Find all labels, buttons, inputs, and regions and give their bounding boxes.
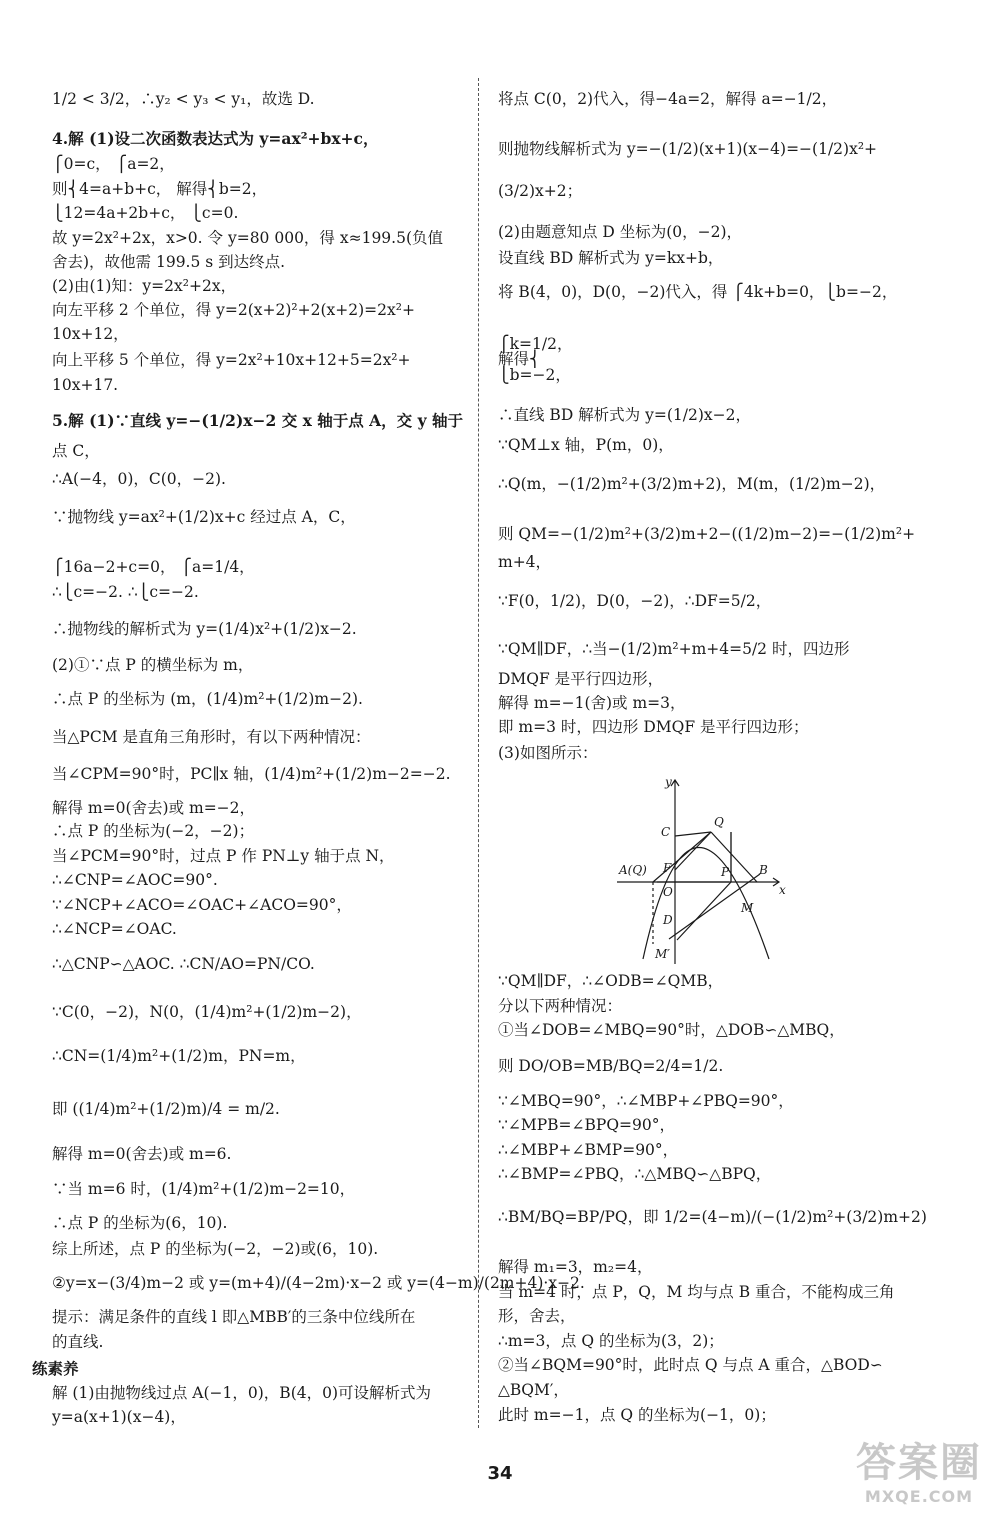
text-line: 向上平移 5 个单位，得 y=2x²+10x+12+5=2x²+	[52, 351, 411, 369]
text-line: ①当∠DOB=∠MBQ=90°时，△DOB∽△MBQ，	[498, 1021, 845, 1039]
text-line: 则 DO/OB=MB/BQ=2/4=1/2.	[498, 1057, 724, 1075]
text-line: △BQM′，	[498, 1381, 569, 1399]
text-line: 4.解 (1)设二次函数表达式为 y=ax²+bx+c，	[52, 129, 379, 148]
label-aq: A(Q)	[619, 863, 647, 877]
text-line: 向左平移 2 个单位，得 y=2(x+2)²+2(x+2)=2x²+	[52, 301, 415, 319]
text-line: ②当∠BQM=90°时，此时点 Q 与点 A 重合，△BOD∽	[498, 1356, 883, 1374]
text-line: 舍去)，故他需 199.5 s 到达终点.	[52, 253, 286, 271]
label-x: x	[779, 883, 786, 897]
text-line: (2)由题意知点 D 坐标为(0，−2)，	[498, 223, 743, 241]
text-line: (3)如图所示：	[498, 744, 598, 762]
text-line: 1/2 < 3/2，∴y₂ < y₃ < y₁，故选 D.	[52, 90, 315, 108]
text-line: 的直线.	[52, 1333, 104, 1351]
section-heading: 练素养	[32, 1359, 79, 1378]
text-line: ∵抛物线 y=ax²+(1/2)x+c 经过点 A，C，	[52, 508, 356, 526]
text-line: ∴Q(m，−(1/2)m²+(3/2)m+2)，M(m，(1/2)m−2)，	[498, 475, 886, 493]
column-divider	[478, 78, 479, 1428]
text-line: 解 (1)由抛物线过点 A(−1，0)，B(4，0)可设解析式为	[52, 1384, 432, 1402]
text-line: ∵C(0，−2)，N(0，(1/4)m²+(1/2)m−2)，	[52, 1003, 362, 1021]
text-line: ∴∠CNP=∠AOC=90°.	[52, 871, 218, 889]
text-line: DMQF 是平行四边形，	[498, 670, 664, 688]
text-line: m+4，	[498, 553, 552, 571]
label-m: M	[741, 901, 754, 915]
label-q: Q	[714, 815, 724, 829]
watermark-logo: 答案圈	[856, 1439, 982, 1486]
label-d: D	[663, 913, 673, 927]
text-line: ⎧0=c， ⎧a=2，	[52, 155, 175, 173]
text-line: 设直线 BD 解析式为 y=kx+b，	[498, 249, 724, 267]
text-line: 分以下两种情况：	[498, 997, 623, 1015]
text-line: ⎧16a−2+c=0， ⎧a=1/4，	[52, 558, 255, 576]
text-line: ∵QM⊥x 轴，P(m，0)，	[498, 436, 674, 454]
text-line: 解得 m=0(舍去)或 m=6.	[52, 1145, 232, 1163]
text-line: ⎩12=4a+2b+c， ⎩c=0.	[52, 204, 239, 222]
text-line: ∴直线 BD 解析式为 y=(1/2)x−2，	[498, 406, 751, 424]
text-line: 解得 m=0(舍去)或 m=−2，	[52, 799, 256, 817]
text-line: 即 ((1/4)m²+(1/2)m)/4 = m/2.	[52, 1100, 280, 1118]
text-line: 故 y=2x²+2x，x>0. 令 y=80 000，得 x≈199.5(负值	[52, 229, 444, 247]
text-line: ∴点 P 的坐标为(−2，−2)；	[52, 822, 255, 840]
segment-f-q	[675, 832, 711, 870]
text-line: 当∠PCM=90°时，过点 P 作 PN⊥y 轴于点 N，	[52, 847, 395, 865]
text-line: ∴点 P 的坐标为 (m，(1/4)m²+(1/2)m−2).	[52, 690, 363, 708]
label-p: P	[721, 865, 730, 879]
text-line: ∴∠BMP=∠PBQ，∴△MBQ∽△BPQ，	[498, 1165, 772, 1183]
text-line: 解得 m₁=3，m₂=4，	[498, 1258, 653, 1276]
text-line: ∴点 P 的坐标为(6，10).	[52, 1214, 228, 1232]
label-f: F	[663, 861, 672, 875]
text-line: ∴CN=(1/4)m²+(1/2)m，PN=m，	[52, 1047, 306, 1065]
text-line: y=a(x+1)(x−4)，	[52, 1408, 186, 1426]
text-line: ∴m=3，点 Q 的坐标为(3，2)；	[498, 1332, 724, 1350]
text-line: 形，舍去，	[498, 1307, 576, 1325]
text-line: 则抛物线解析式为 y=−(1/2)(x+1)(x−4)=−(1/2)x²+	[498, 140, 878, 158]
text-line: 则⎨4=a+b+c， 解得⎨b=2，	[52, 180, 268, 198]
text-line: 当△PCM 是直角三角形时，有以下两种情况：	[52, 728, 371, 746]
label-o: O	[663, 885, 673, 899]
text-line: ∴BM/BQ=BP/PQ，即 1/2=(4−m)/(−(1/2)m²+(3/2)m+2)	[498, 1208, 927, 1226]
text-line: ∴∠MBP+∠BMP=90°，	[498, 1141, 679, 1159]
segment-aq-q	[653, 832, 711, 882]
text-line: 10x+17.	[52, 376, 119, 394]
text-line: ∵∠MBQ=90°，∴∠MBP+∠PBQ=90°，	[498, 1092, 794, 1110]
text-line: 此时 m=−1，点 Q 的坐标为(−1，0)；	[498, 1406, 776, 1424]
text-line: ∴△CNP∽△AOC. ∴CN/AO=PN/CO.	[52, 955, 315, 973]
label-c: C	[661, 825, 671, 839]
text-line: (3/2)x+2；	[498, 182, 583, 200]
text-line: 提示：满足条件的直线 l 即△MBB′的三条中位线所在	[52, 1308, 416, 1326]
text-line: (2)由(1)知：y=2x²+2x，	[52, 277, 237, 295]
text-line: 当 m=4 时，点 P，Q，M 均与点 B 重合，不能构成三角	[498, 1283, 895, 1301]
text-line: ∴A(−4，0)，C(0，−2).	[52, 470, 226, 488]
segment-mp-p	[677, 882, 731, 940]
watermark-url: MXQE.COM	[864, 1486, 974, 1506]
text-line: 解得 m=−1(舍)或 m=3，	[498, 694, 686, 712]
label-y: y	[665, 775, 672, 789]
text-line: 当∠CPM=90°时，PC∥x 轴，(1/4)m²+(1/2)m−2=−2.	[52, 765, 451, 783]
text-line: ∴抛物线的解析式为 y=(1/4)x²+(1/2)x−2.	[52, 620, 357, 638]
text-line: ⎧k=1/2，	[498, 335, 573, 353]
text-line: ∵当 m=6 时，(1/4)m²+(1/2)m−2=10，	[52, 1180, 356, 1198]
text-line: ⎩b=−2，	[498, 366, 571, 384]
text-line: 即 m=3 时，四边形 DMQF 是平行四边形；	[498, 718, 809, 736]
text-line: ∵∠MPB=∠BPQ=90°，	[498, 1116, 676, 1134]
text-line: 点 C，	[52, 442, 100, 460]
text-line: ∵QM∥DF，∴当−(1/2)m²+m+4=5/2 时，四边形	[498, 640, 850, 658]
text-line: 将点 C(0，2)代入，得−4a=2，解得 a=−1/2，	[498, 90, 838, 108]
label-m-prime: M′	[655, 947, 671, 961]
text-line: ∵∠NCP+∠ACO=∠OAC+∠ACO=90°，	[52, 896, 352, 914]
text-line: 解得⎨	[498, 350, 541, 368]
text-line: 将 B(4，0)，D(0，−2)代入，得 ⎧4k+b=0，⎩b=−2，	[498, 283, 898, 301]
label-b: B	[759, 863, 768, 877]
watermark	[856, 1439, 982, 1506]
text-line: 综上所述，点 P 的坐标为(−2，−2)或(6，10).	[52, 1240, 379, 1258]
text-line: ∴⎩c=−2. ∴⎩c=−2.	[52, 583, 199, 601]
text-line: 则 QM=−(1/2)m²+(3/2)m+2−((1/2)m−2)=−(1/2)m²+	[498, 525, 916, 543]
parabola-figure	[617, 774, 787, 964]
segment-c-q	[675, 832, 711, 836]
text-line: (2)①∵点 P 的横坐标为 m，	[52, 656, 254, 674]
text-line: 5.解 (1)∵直线 y=−(1/2)x−2 交 x 轴于点 A，交 y 轴于	[52, 411, 463, 430]
text-line: ∵F(0，1/2)，D(0，−2)，∴DF=5/2，	[498, 592, 772, 610]
text-line: 10x+12，	[52, 325, 129, 343]
page-number: 34	[487, 1463, 513, 1484]
text-line: ②y=x−(3/4)m−2 或 y=(m+4)/(4−2m)·x−2 或 y=(4−m)/(2m+4)·x−2.	[52, 1274, 585, 1292]
text-line: ∴∠NCP=∠OAC.	[52, 920, 177, 938]
text-line: ∵QM∥DF，∴∠ODB=∠QMB，	[498, 972, 724, 990]
